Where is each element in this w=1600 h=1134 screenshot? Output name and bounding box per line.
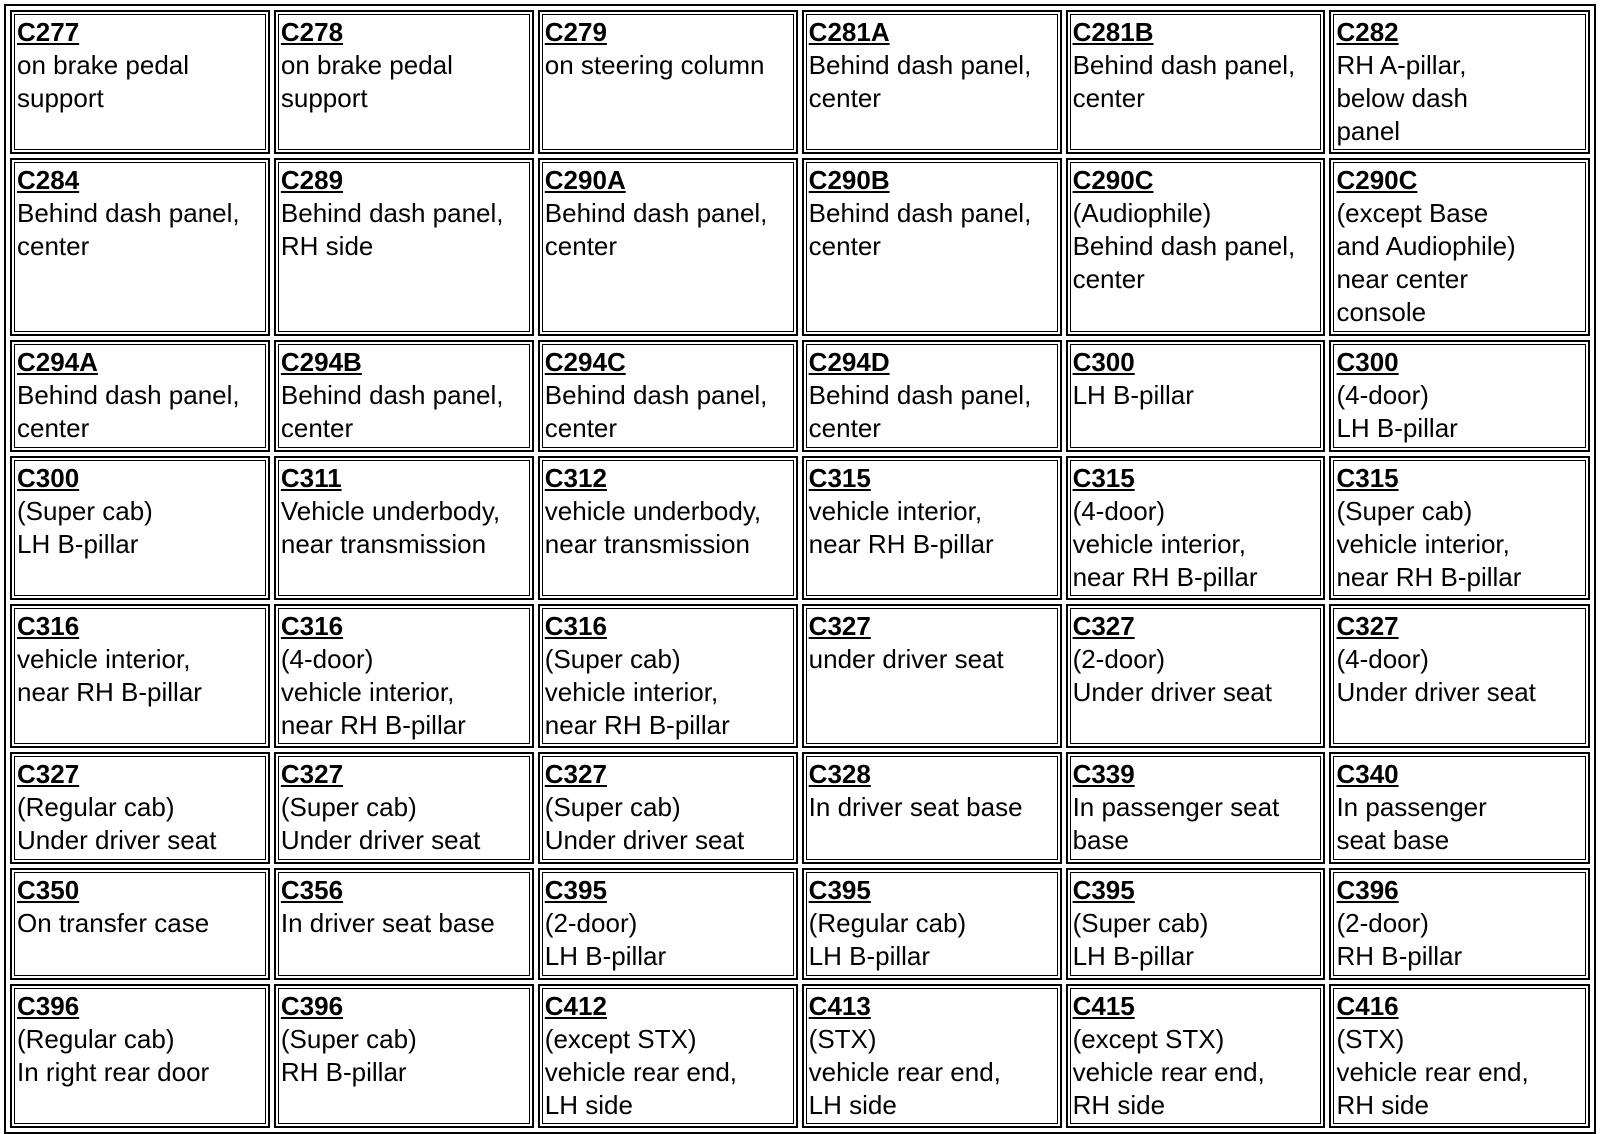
connector-cell — [10, 984, 270, 1128]
connector-location-text: near RH B-pillar — [280, 710, 466, 740]
connector-cell — [1066, 868, 1326, 980]
connector-id-link[interactable]: C328 — [808, 759, 871, 789]
connector-location-text: vehicle interior, — [544, 677, 719, 707]
connector-id-link[interactable]: C413 — [808, 991, 871, 1021]
connector-id-link[interactable]: C279 — [544, 17, 607, 47]
connector-cell — [538, 604, 798, 748]
connector-location-text: LH side — [808, 1090, 897, 1120]
connector-location-text: (Super cab) — [1336, 496, 1473, 526]
connector-cell — [538, 158, 798, 336]
connector-cell — [1329, 984, 1590, 1128]
connector-location-text: (except STX) — [544, 1024, 697, 1054]
connector-location-text: center — [280, 413, 354, 443]
connector-location-text: vehicle rear end, — [808, 1057, 1001, 1087]
connector-location-text: Behind dash panel, — [544, 380, 768, 410]
connector-location-text: In passenger seat — [1072, 792, 1280, 822]
connector-location-text: vehicle interior, — [1072, 529, 1246, 559]
connector-location-text: Behind dash panel, — [1072, 50, 1296, 80]
connector-location-text: (2-door) — [1072, 644, 1166, 674]
connector-cell — [802, 158, 1062, 336]
connector-location-text: vehicle rear end, — [1336, 1057, 1529, 1087]
table-row — [10, 984, 1590, 1128]
connector-cell — [1066, 456, 1326, 600]
connector-location-text: center — [544, 413, 618, 443]
connector-location-text: below dash — [1336, 83, 1468, 113]
connector-id-link[interactable]: C327 — [17, 759, 80, 789]
connector-cell — [274, 10, 534, 154]
connector-location-text: Behind dash panel, — [1072, 231, 1296, 261]
connector-id-link[interactable]: C311 — [280, 463, 342, 493]
connector-location-text: on steering column — [544, 50, 765, 80]
connector-location-text: RH B-pillar — [1336, 941, 1463, 971]
connector-cell — [538, 984, 798, 1128]
connector-location-text: (4-door) — [280, 644, 374, 674]
connector-id-link[interactable]: C339 — [1072, 759, 1135, 789]
connector-cell — [1066, 604, 1326, 748]
table-row — [10, 340, 1590, 452]
connector-location-text: (STX) — [808, 1024, 877, 1054]
table-row — [10, 868, 1590, 980]
connector-location-text: (4-door) — [1336, 380, 1429, 410]
connector-location-text: LH B-pillar — [1072, 941, 1194, 971]
connector-location-text: near transmission — [280, 529, 487, 559]
connector-cell — [10, 340, 270, 452]
table-row — [10, 10, 1590, 154]
table-row — [10, 456, 1590, 600]
connector-location-text: Behind dash panel, — [280, 380, 504, 410]
connector-location-text: Under driver seat — [1336, 677, 1536, 707]
connector-cell — [802, 984, 1062, 1128]
connector-id-link[interactable]: C312 — [544, 463, 607, 493]
connector-location-text: RH side — [1336, 1090, 1429, 1120]
connector-id-link[interactable]: C300 — [1072, 347, 1135, 377]
connector-id-link[interactable]: C281B — [1072, 17, 1154, 47]
connector-location-text: vehicle interior, — [280, 677, 455, 707]
connector-location-text: Behind dash panel, — [17, 380, 240, 410]
connector-id-link[interactable]: C278 — [280, 17, 344, 47]
connector-location-text: Behind dash panel, — [808, 198, 1032, 228]
connector-location-text: RH side — [280, 231, 374, 261]
connector-id-link[interactable]: C277 — [17, 17, 80, 47]
connector-location-table — [4, 4, 1596, 1134]
connector-cell — [274, 604, 534, 748]
connector-cell — [1066, 158, 1326, 336]
connector-id-link[interactable]: C356 — [280, 875, 344, 905]
connector-id-link[interactable]: C327 — [1336, 611, 1399, 641]
connector-location-text: and Audiophile) — [1336, 231, 1516, 261]
connector-id-link[interactable]: C315 — [1336, 463, 1399, 493]
connector-location-text: under driver seat — [808, 644, 1004, 674]
connector-location-text: In driver seat base — [280, 908, 495, 938]
connector-id-link[interactable]: C282 — [1336, 17, 1399, 47]
table-row — [10, 604, 1590, 748]
connector-cell — [274, 752, 534, 864]
connector-id-link[interactable]: C294D — [808, 347, 890, 377]
connector-cell — [1329, 604, 1590, 748]
connector-cell — [538, 10, 798, 154]
connector-location-text: LH B-pillar — [808, 941, 931, 971]
connector-location-text: near RH B-pillar — [544, 710, 730, 740]
connector-id-link[interactable]: C294A — [17, 347, 98, 377]
connector-id-link[interactable]: C284 — [17, 165, 80, 195]
connector-location-text: center — [808, 83, 881, 113]
connector-location-text: Behind dash panel, — [280, 198, 504, 228]
connector-id-link[interactable]: C290B — [808, 165, 890, 195]
connector-id-link[interactable]: C290C — [1072, 165, 1154, 195]
connector-id-link[interactable]: C327 — [1072, 611, 1135, 641]
connector-id-link[interactable]: C300 — [17, 463, 80, 493]
connector-location-text: on brake pedal — [280, 50, 453, 80]
connector-location-text: LH side — [544, 1090, 633, 1120]
connector-location-text: center — [808, 231, 881, 261]
connector-location-text: (Regular cab) — [17, 792, 175, 822]
connector-location-text: base — [1072, 825, 1129, 855]
connector-cell — [1329, 868, 1590, 980]
connector-location-text: near RH B-pillar — [17, 677, 202, 707]
connector-cell — [1066, 10, 1326, 154]
connector-location-text: (Super cab) — [280, 792, 417, 822]
connector-location-text: (4-door) — [1336, 644, 1429, 674]
connector-location-text: RH A-pillar, — [1336, 50, 1467, 80]
connector-location-text: near transmission — [544, 529, 750, 559]
connector-cell — [1329, 158, 1590, 336]
connector-location-text: (Regular cab) — [17, 1024, 175, 1054]
connector-id-link[interactable]: C395 — [808, 875, 871, 905]
connector-location-text: (STX) — [1336, 1024, 1405, 1054]
connector-location-text: (2-door) — [544, 908, 638, 938]
connector-id-link[interactable]: C412 — [544, 991, 607, 1021]
connector-location-text: (Super cab) — [1072, 908, 1209, 938]
connector-cell — [274, 158, 534, 336]
connector-location-text: LH B-pillar — [1072, 380, 1194, 410]
connector-cell — [538, 340, 798, 452]
connector-location-text: RH B-pillar — [280, 1057, 407, 1087]
connector-cell — [802, 340, 1062, 452]
connector-location-text: near RH B-pillar — [1072, 562, 1258, 592]
connector-id-link[interactable]: C316 — [544, 611, 607, 641]
connector-cell — [10, 158, 270, 336]
connector-cell — [1329, 10, 1590, 154]
connector-location-text: on brake pedal — [17, 50, 190, 80]
connector-id-link[interactable]: C300 — [1336, 347, 1399, 377]
connector-location-text: (4-door) — [1072, 496, 1166, 526]
connector-location-text: (except Base — [1336, 198, 1489, 228]
connector-location-text: (except STX) — [1072, 1024, 1225, 1054]
connector-id-link[interactable]: C396 — [280, 991, 344, 1021]
connector-location-text: near RH B-pillar — [1336, 562, 1522, 592]
connector-cell — [274, 984, 534, 1128]
connector-location-text: seat base — [1336, 825, 1450, 855]
connector-location-text: In driver seat base — [808, 792, 1023, 822]
connector-cell — [1329, 456, 1590, 600]
connector-cell — [10, 10, 270, 154]
connector-cell — [1329, 752, 1590, 864]
connector-location-text: center — [544, 231, 618, 261]
connector-location-text: Behind dash panel, — [544, 198, 768, 228]
connector-location-text: On transfer case — [17, 908, 210, 938]
connector-location-text: Under driver seat — [1072, 677, 1272, 707]
connector-location-text: LH B-pillar — [1336, 413, 1458, 443]
connector-location-text: (Super cab) — [17, 496, 153, 526]
connector-location-text: Under driver seat — [17, 825, 217, 855]
connector-id-link[interactable]: C316 — [17, 611, 80, 641]
connector-location-text: console — [1336, 297, 1427, 327]
connector-location-text: center — [808, 413, 881, 443]
connector-id-link[interactable]: C316 — [280, 611, 344, 641]
connector-id-link[interactable]: C290A — [544, 165, 626, 195]
connector-id-link[interactable]: C289 — [280, 165, 344, 195]
connector-id-link[interactable]: C396 — [17, 991, 80, 1021]
connector-location-text: panel — [1336, 116, 1401, 146]
connector-location-text: (Audiophile) — [1072, 198, 1212, 228]
connector-location-text: (2-door) — [1336, 908, 1429, 938]
connector-id-link[interactable]: C290C — [1336, 165, 1418, 195]
connector-cell — [802, 456, 1062, 600]
connector-location-text: (Super cab) — [544, 792, 681, 822]
connector-location-text: vehicle interior, — [808, 496, 983, 526]
connector-location-text: (Super cab) — [544, 644, 681, 674]
connector-cell — [802, 10, 1062, 154]
connector-location-text: LH B-pillar — [17, 529, 139, 559]
table-row — [10, 158, 1590, 336]
connector-location-text: vehicle rear end, — [544, 1057, 738, 1087]
connector-id-link[interactable]: C315 — [808, 463, 871, 493]
connector-cell — [10, 604, 270, 748]
connector-cell — [10, 456, 270, 600]
connector-cell — [538, 456, 798, 600]
connector-id-link[interactable]: C340 — [1336, 759, 1399, 789]
connector-location-text: (Super cab) — [280, 1024, 417, 1054]
connector-id-link[interactable]: C395 — [544, 875, 607, 905]
table-row — [10, 752, 1590, 864]
connector-cell — [1329, 340, 1590, 452]
connector-cell — [538, 868, 798, 980]
connector-cell — [10, 868, 270, 980]
connector-location-text: vehicle interior, — [1336, 529, 1510, 559]
connector-cell — [1066, 984, 1326, 1128]
connector-location-text: vehicle rear end, — [1072, 1057, 1265, 1087]
connector-cell — [802, 604, 1062, 748]
connector-location-text: center — [17, 413, 90, 443]
connector-location-text: support — [17, 83, 104, 113]
connector-location-text: Vehicle underbody, — [280, 496, 501, 526]
connector-location-text: vehicle interior, — [17, 644, 191, 674]
connector-location-text: Under driver seat — [544, 825, 745, 855]
connector-location-text: (Regular cab) — [808, 908, 967, 938]
connector-location-text: Under driver seat — [280, 825, 481, 855]
connector-location-text: Behind dash panel, — [17, 198, 240, 228]
connector-id-link[interactable]: C396 — [1336, 875, 1399, 905]
connector-location-text: LH B-pillar — [544, 941, 667, 971]
connector-id-link[interactable]: C327 — [808, 611, 871, 641]
connector-location-text: In right rear door — [17, 1057, 210, 1087]
connector-location-text: RH side — [1072, 1090, 1166, 1120]
connector-location-text: near RH B-pillar — [808, 529, 994, 559]
connector-location-text: vehicle underbody, — [544, 496, 762, 526]
connector-cell — [274, 868, 534, 980]
connector-location-text: Behind dash panel, — [808, 380, 1032, 410]
connector-location-text: In passenger — [1336, 792, 1487, 822]
connector-id-link[interactable]: C327 — [280, 759, 344, 789]
connector-cell — [274, 340, 534, 452]
table-body — [10, 10, 1590, 1128]
connector-id-link[interactable]: C415 — [1072, 991, 1135, 1021]
connector-cell — [1066, 752, 1326, 864]
connector-location-text: near center — [1336, 264, 1468, 294]
connector-location-text: center — [1072, 264, 1145, 294]
connector-id-link[interactable]: C416 — [1336, 991, 1399, 1021]
connector-cell — [274, 456, 534, 600]
connector-cell — [802, 868, 1062, 980]
connector-location-text: center — [1072, 83, 1145, 113]
connector-location-text: Behind dash panel, — [808, 50, 1032, 80]
connector-cell — [1066, 340, 1326, 452]
connector-id-link[interactable]: C294C — [544, 347, 626, 377]
connector-id-link[interactable]: C315 — [1072, 463, 1135, 493]
connector-id-link[interactable]: C281A — [808, 17, 890, 47]
connector-location-text: support — [280, 83, 368, 113]
connector-cell — [802, 752, 1062, 864]
connector-location-text: center — [17, 231, 90, 261]
connector-id-link[interactable]: C395 — [1072, 875, 1135, 905]
connector-id-link[interactable]: C327 — [544, 759, 607, 789]
connector-id-link[interactable]: C294B — [280, 347, 362, 377]
connector-cell — [538, 752, 798, 864]
connector-cell — [10, 752, 270, 864]
connector-id-link[interactable]: C350 — [17, 875, 80, 905]
